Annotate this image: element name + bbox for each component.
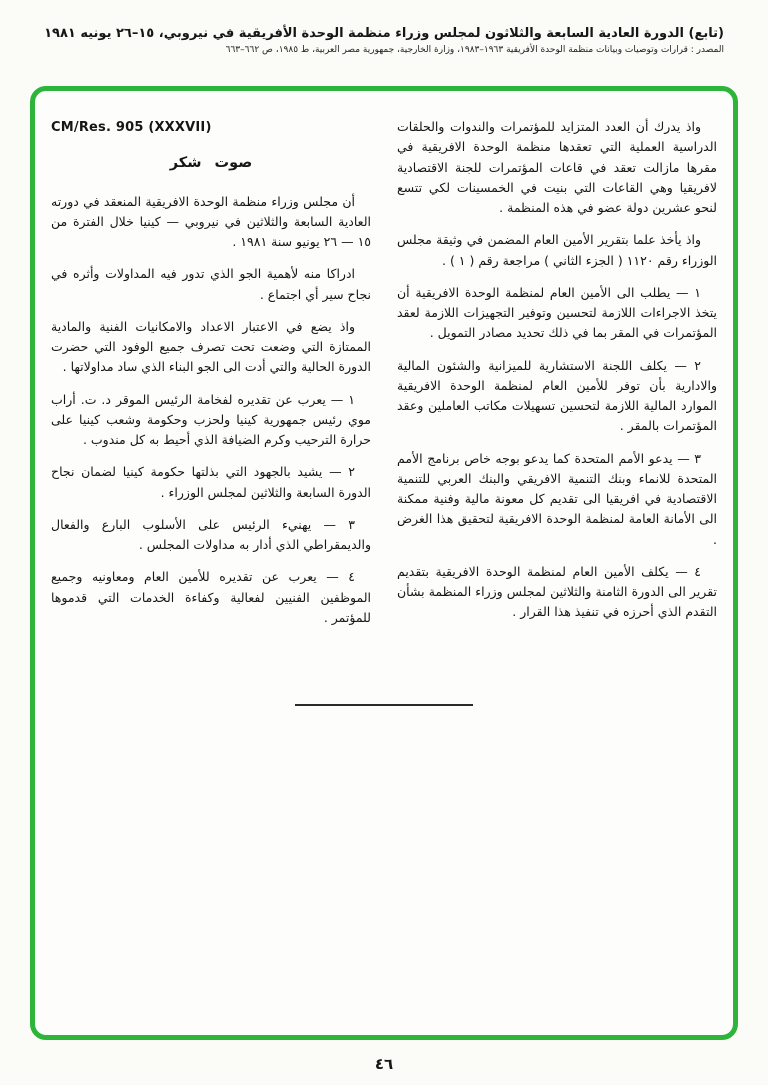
resolution-id: CM/Res. 905 (XXXVII) — [51, 120, 212, 135]
paragraph: واذ يدرك أن العدد المتزايد للمؤتمرات والندوات والحلقات الدراسية العملية التي تعقدها منظمة الوحدة الافريقية في مقرها مازالت تعقد في قاعات المؤتمرات للجنة الاقتصادية لافريقيا وهي القاعات التي بنيت في الخمسينات لكي تتسع لنحو عشرين دولة عضو في هذه المنظمة . — [397, 119, 717, 215]
source-line: المصدر : قرارات وتوصيات وبيانات منظمة الوحدة الأفريقية ١٩٦٣–١٩٨٣، وزارة الخارجية، جمهورية مصر العربية، ط ١٩٨٥، ص ٦٦٢–٦٦٣ — [225, 45, 724, 55]
paragraph: أن مجلس وزراء منظمة الوحدة الافريقية المنعقد في دورته العادية السابعة والثلاثين في نيروبي — كينيا خلال الفترة من ١٥ — ٢٦ يونيو سنة ١٩٨١ . — [51, 193, 371, 250]
paragraph: ادراكا منه لأهمية الجو الذي تدور فيه المداولات وأثره في نجاح سير أي اجتماع . — [51, 266, 371, 302]
separator-line — [295, 704, 473, 706]
paragraph: ٢ — يكلف اللجنة الاستشارية للميزانية والشئون المالية والادارية بأن توفر للأمين العام لمنظمة الوحدة الافريقية الموارد المالية اللازمة لتحسين تسهيلات مكاتب العاملين وعقد المؤتمرات بالمقر . — [397, 357, 717, 434]
paragraph: ٣ — يدعو الأمم المتحدة كما يدعو بوجه خاص برنامج الأمم المتحدة للانماء وبنك التنمية الافريقي والبنك العربي للتنمية الاقتصادية في افريقيا الى تقديم كل معونة مالية وفنية ممكنة الى الأمانة العامة لمنظمة الوحدة الافريقية لتحقيق هذا الغرض . — [397, 450, 717, 547]
left-column — [51, 117, 371, 640]
paragraph: ٤ — يكلف الأمين العام لمنظمة الوحدة الافريقية بتقديم تقرير الى الدورة الثامنة والثلاثين لمجلس وزراء المنظمة بشأن التقدم الذي أحرزه في تنفيذ هذا القرار . — [397, 563, 717, 620]
paragraph: ٤ — يعرب عن تقديره للأمين العام ومعاونيه وجميع الموظفين الفنيين لفعالية وكفاءة الخدمات التي قدموها للمؤتمر . — [51, 569, 371, 625]
paragraph: واذ يضع في الاعتبار الاعداد والامكانيات الفنية والمادية الممتازة التي وضعت تحت تصرف جميع الوفود التي حضرت الدورة الحالية والتي أدت الى الجو البناء الذي ساد مداولاتها . — [51, 318, 371, 375]
paragraph: واذ يأخذ علما بتقرير الأمين العام المضمن في وثيقة مجلس الوزراء رقم ١١٢٠ ( الجزء الثاني ) مراجعة رقم ( ١ ) . — [397, 232, 717, 268]
right-column — [397, 117, 717, 640]
paragraph: ٢ — يشيد بالجهود التي بذلتها حكومة كينيا لضمان نجاح الدورة السابعة والثلاثين لمجلس الوزراء . — [51, 464, 371, 500]
columns — [51, 117, 717, 640]
resolution-title: صوت شكر — [169, 155, 253, 172]
document-frame — [30, 86, 738, 1040]
page-header: (تابع) الدورة العادية السابعة والثلاثون لمجلس وزراء منظمة الوحدة الأفريقية في نيروبي، ١٥–٢٦ يونيه ١٩٨١ — [44, 26, 724, 41]
paragraph: ١ — يعرب عن تقديره لفخامة الرئيس الموقر د. ت. أراب موي رئيس جمهورية كينيا ولحزب وحكومة وشعب كينيا على حرارة الترحيب وكرم الضيافة الذي أحيط به كل مندوب . — [51, 391, 371, 448]
paragraph: ٣ — يهنيء الرئيس على الأسلوب البارع والفعال والديمقراطي الذي أدار به مداولات المجلس . — [51, 516, 371, 553]
paragraph: ١ — يطلب الى الأمين العام لمنظمة الوحدة الافريقية أن يتخذ الاجراءات اللازمة لتحسين وتوفير التجهيزات اللازمة لعقد المؤتمرات في المقر بما في ذلك تحديد مصادر التمويل . — [397, 284, 717, 341]
page-number: ٤٦ — [374, 1055, 394, 1073]
